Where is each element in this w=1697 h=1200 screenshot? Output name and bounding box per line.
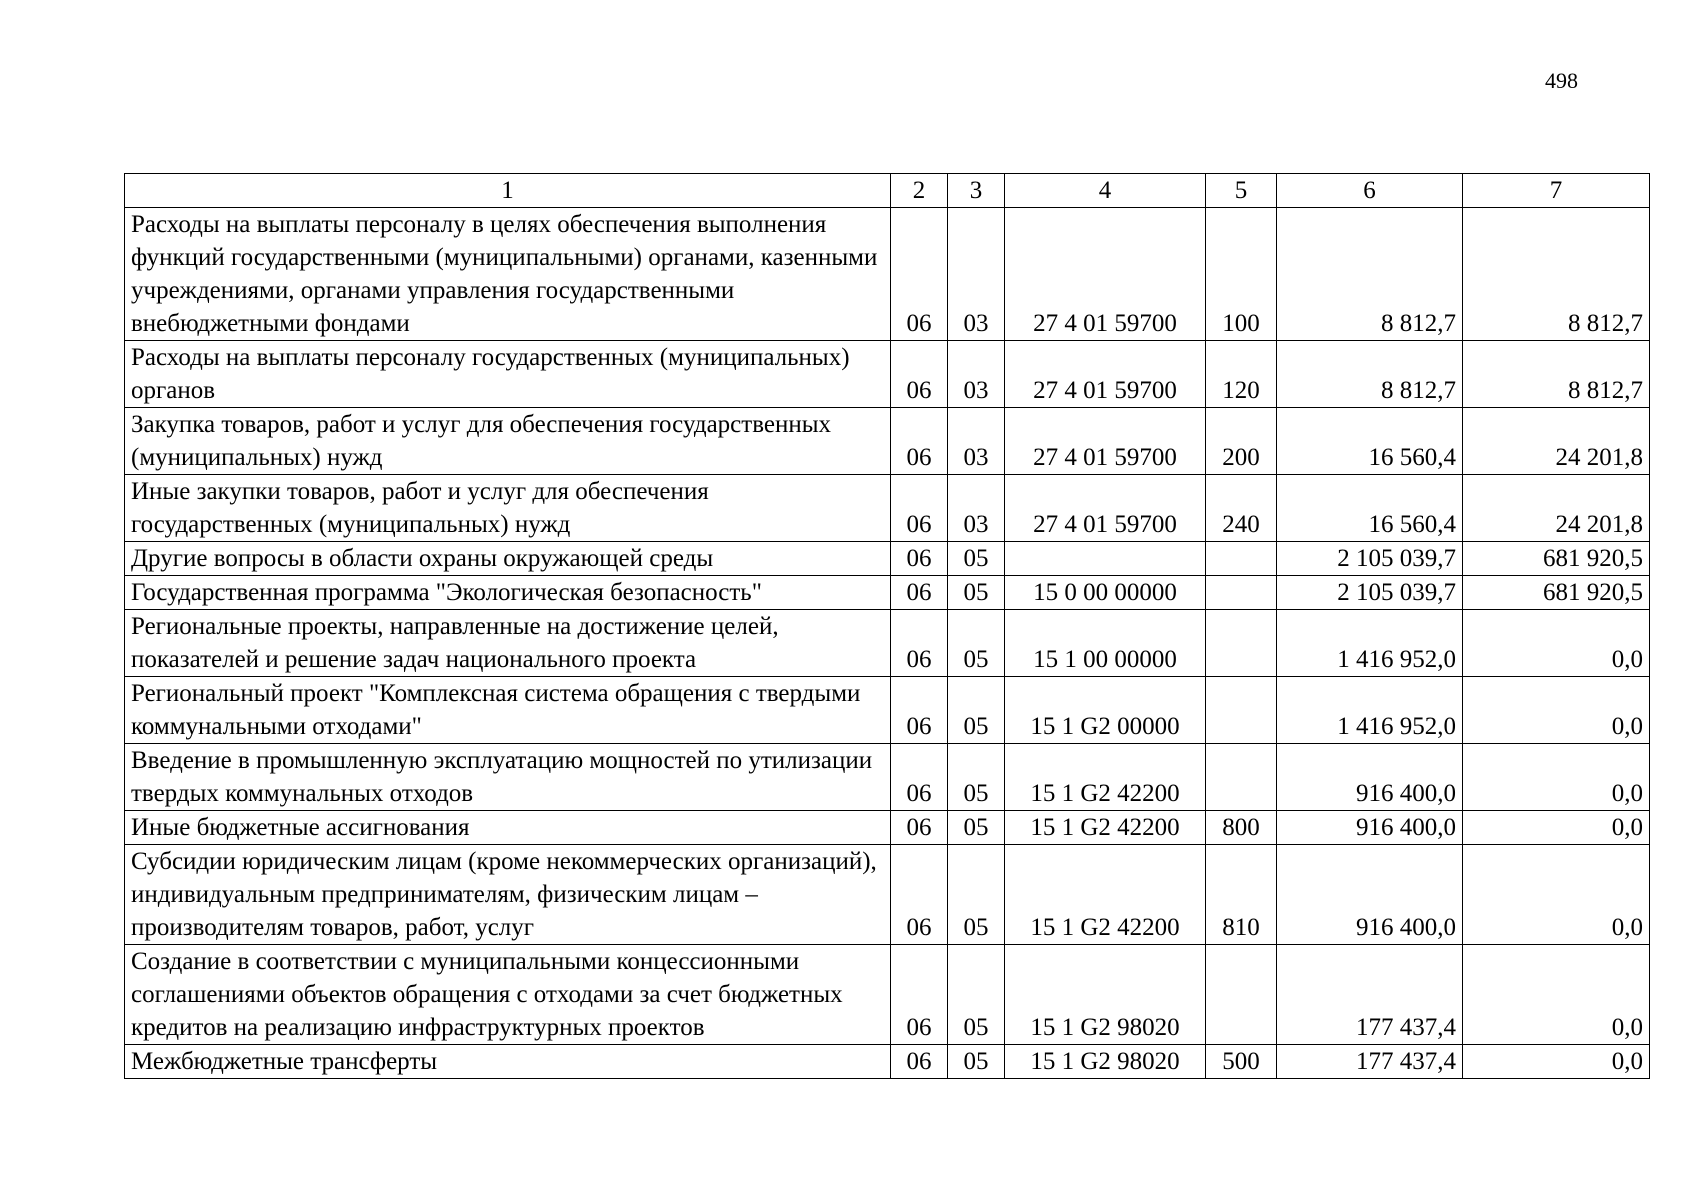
expense-type-cell: 800 <box>1206 811 1277 845</box>
subsection-code-cell: 05 <box>948 576 1005 610</box>
budget-table <box>124 173 1650 1079</box>
table-row <box>125 576 1650 610</box>
table-row <box>125 408 1650 475</box>
column-header: 3 <box>948 174 1005 208</box>
amount-col7-cell: 24 201,8 <box>1463 408 1650 475</box>
expense-type-cell: 810 <box>1206 845 1277 945</box>
table-row <box>125 208 1650 341</box>
subsection-code-cell: 03 <box>948 208 1005 341</box>
amount-col6-cell: 1 416 952,0 <box>1277 610 1463 677</box>
table-body <box>125 208 1650 1079</box>
subsection-code-cell: 05 <box>948 811 1005 845</box>
target-article-cell: 15 0 00 00000 <box>1005 576 1206 610</box>
amount-col6-cell: 1 416 952,0 <box>1277 677 1463 744</box>
page-number: 498 <box>1545 68 1578 93</box>
row-name-cell: Иные закупки товаров, работ и услуг для обеспечения государственных (муниципальных) нужд <box>125 475 891 542</box>
target-article-cell: 15 1 G2 42200 <box>1005 811 1206 845</box>
section-code-cell: 06 <box>891 341 948 408</box>
section-code-cell: 06 <box>891 811 948 845</box>
expense-type-cell <box>1206 744 1277 811</box>
amount-col7-cell: 0,0 <box>1463 811 1650 845</box>
expense-type-cell <box>1206 677 1277 744</box>
subsection-code-cell: 05 <box>948 1045 1005 1079</box>
column-header: 4 <box>1005 174 1206 208</box>
column-header: 5 <box>1206 174 1277 208</box>
row-name-cell: Государственная программа "Экологическая безопасность" <box>125 576 891 610</box>
amount-col7-cell: 8 812,7 <box>1463 341 1650 408</box>
amount-col7-cell: 681 920,5 <box>1463 576 1650 610</box>
table-row <box>125 475 1650 542</box>
expense-type-cell: 100 <box>1206 208 1277 341</box>
row-name-cell: Иные бюджетные ассигнования <box>125 811 891 845</box>
expense-type-cell <box>1206 945 1277 1045</box>
subsection-code-cell: 03 <box>948 408 1005 475</box>
subsection-code-cell: 05 <box>948 845 1005 945</box>
section-code-cell: 06 <box>891 610 948 677</box>
section-code-cell: 06 <box>891 542 948 576</box>
amount-col6-cell: 16 560,4 <box>1277 408 1463 475</box>
expense-type-cell: 120 <box>1206 341 1277 408</box>
table-row <box>125 1045 1650 1079</box>
amount-col6-cell: 177 437,4 <box>1277 945 1463 1045</box>
section-code-cell: 06 <box>891 408 948 475</box>
target-article-cell: 15 1 00 00000 <box>1005 610 1206 677</box>
table-row <box>125 341 1650 408</box>
target-article-cell: 15 1 G2 42200 <box>1005 845 1206 945</box>
amount-col7-cell: 0,0 <box>1463 677 1650 744</box>
column-header: 6 <box>1277 174 1463 208</box>
amount-col6-cell: 2 105 039,7 <box>1277 576 1463 610</box>
row-name-cell: Региональные проекты, направленные на достижение целей, показателей и решение задач национального проекта <box>125 610 891 677</box>
section-code-cell: 06 <box>891 1045 948 1079</box>
expense-type-cell <box>1206 542 1277 576</box>
target-article-cell: 27 4 01 59700 <box>1005 208 1206 341</box>
column-header: 7 <box>1463 174 1650 208</box>
subsection-code-cell: 03 <box>948 475 1005 542</box>
row-name-cell: Региональный проект "Комплексная система обращения с твердыми коммунальными отходами" <box>125 677 891 744</box>
amount-col7-cell: 0,0 <box>1463 610 1650 677</box>
table-row <box>125 811 1650 845</box>
target-article-cell: 27 4 01 59700 <box>1005 408 1206 475</box>
row-name-cell: Субсидии юридическим лицам (кроме некоммерческих организаций), индивидуальным предпринимателям, физическим лицам – производителям товаров, работ, услуг <box>125 845 891 945</box>
target-article-cell: 15 1 G2 98020 <box>1005 945 1206 1045</box>
section-code-cell: 06 <box>891 576 948 610</box>
row-name-cell: Введение в промышленную эксплуатацию мощностей по утилизации твердых коммунальных отходов <box>125 744 891 811</box>
subsection-code-cell: 05 <box>948 610 1005 677</box>
section-code-cell: 06 <box>891 677 948 744</box>
table-row <box>125 610 1650 677</box>
subsection-code-cell: 05 <box>948 542 1005 576</box>
expense-type-cell <box>1206 610 1277 677</box>
amount-col7-cell: 0,0 <box>1463 845 1650 945</box>
subsection-code-cell: 03 <box>948 341 1005 408</box>
row-name-cell: Межбюджетные трансферты <box>125 1045 891 1079</box>
section-code-cell: 06 <box>891 475 948 542</box>
column-header: 1 <box>125 174 891 208</box>
target-article-cell: 15 1 G2 42200 <box>1005 744 1206 811</box>
section-code-cell: 06 <box>891 744 948 811</box>
row-name-cell: Закупка товаров, работ и услуг для обеспечения государственных (муниципальных) нужд <box>125 408 891 475</box>
amount-col7-cell: 8 812,7 <box>1463 208 1650 341</box>
subsection-code-cell: 05 <box>948 744 1005 811</box>
target-article-cell: 15 1 G2 00000 <box>1005 677 1206 744</box>
expense-type-cell: 200 <box>1206 408 1277 475</box>
target-article-cell: 27 4 01 59700 <box>1005 341 1206 408</box>
table-row <box>125 677 1650 744</box>
expense-type-cell: 500 <box>1206 1045 1277 1079</box>
amount-col6-cell: 916 400,0 <box>1277 811 1463 845</box>
amount-col7-cell: 0,0 <box>1463 744 1650 811</box>
amount-col7-cell: 0,0 <box>1463 945 1650 1045</box>
subsection-code-cell: 05 <box>948 677 1005 744</box>
table-header-row <box>125 174 1650 208</box>
section-code-cell: 06 <box>891 208 948 341</box>
table-row <box>125 845 1650 945</box>
amount-col6-cell: 2 105 039,7 <box>1277 542 1463 576</box>
column-header: 2 <box>891 174 948 208</box>
amount-col6-cell: 916 400,0 <box>1277 744 1463 811</box>
table-row <box>125 945 1650 1045</box>
table-row <box>125 542 1650 576</box>
amount-col6-cell: 8 812,7 <box>1277 341 1463 408</box>
section-code-cell: 06 <box>891 945 948 1045</box>
amount-col6-cell: 8 812,7 <box>1277 208 1463 341</box>
target-article-cell <box>1005 542 1206 576</box>
target-article-cell: 27 4 01 59700 <box>1005 475 1206 542</box>
expense-type-cell <box>1206 576 1277 610</box>
amount-col6-cell: 177 437,4 <box>1277 1045 1463 1079</box>
table-row <box>125 744 1650 811</box>
subsection-code-cell: 05 <box>948 945 1005 1045</box>
amount-col7-cell: 0,0 <box>1463 1045 1650 1079</box>
row-name-cell: Другие вопросы в области охраны окружающей среды <box>125 542 891 576</box>
target-article-cell: 15 1 G2 98020 <box>1005 1045 1206 1079</box>
amount-col6-cell: 916 400,0 <box>1277 845 1463 945</box>
section-code-cell: 06 <box>891 845 948 945</box>
amount-col7-cell: 24 201,8 <box>1463 475 1650 542</box>
row-name-cell: Расходы на выплаты персоналу государственных (муниципальных) органов <box>125 341 891 408</box>
row-name-cell: Создание в соответствии с муниципальными концессионными соглашениями объектов обращения с отходами за счет бюджетных кредитов на реализацию инфраструктурных проектов <box>125 945 891 1045</box>
amount-col7-cell: 681 920,5 <box>1463 542 1650 576</box>
expense-type-cell: 240 <box>1206 475 1277 542</box>
amount-col6-cell: 16 560,4 <box>1277 475 1463 542</box>
row-name-cell: Расходы на выплаты персоналу в целях обеспечения выполнения функций государственными (муниципальными) органами, казенными учреждениями, органами управления государственными внебюджетными фондами <box>125 208 891 341</box>
